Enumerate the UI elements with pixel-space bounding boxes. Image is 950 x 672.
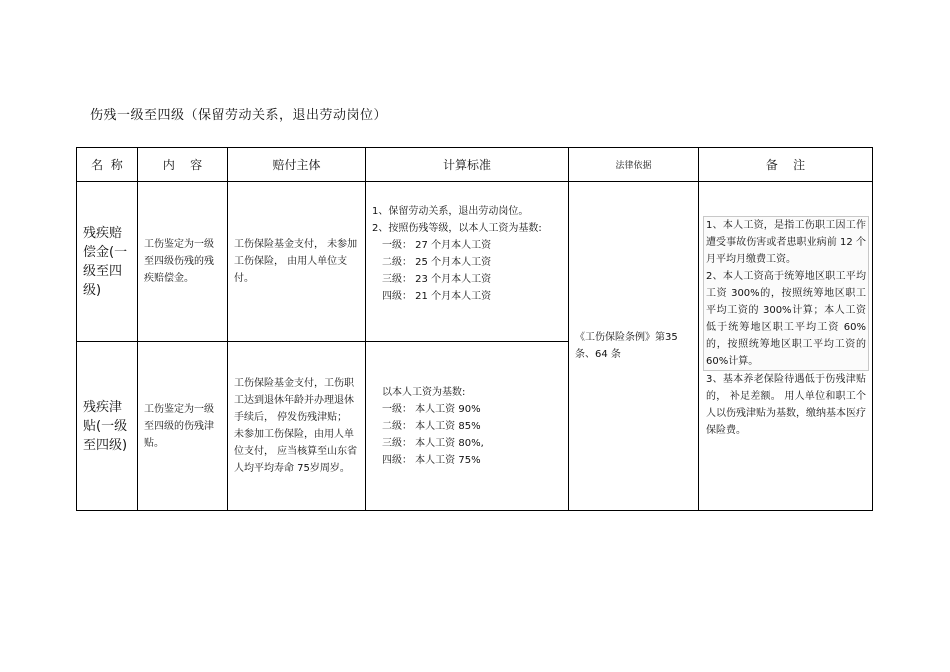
calc-item: 二级： 25 个月本人工资: [382, 257, 492, 268]
row-payer: 工伤保险基金支付， 未参加工伤保险， 由用人单位支付。: [228, 182, 366, 342]
note-item: 2、本人工资高于统筹地区职工平均工资 300%的，按照统筹地区职工平均工资的 300%计算；本人工资低于统筹地区职工平均工资 60%的，按照统筹地区职工平均工资的 60%计算。: [706, 271, 866, 367]
note-item: 3、基本养老保险待遇低于伤残津贴的， 补足差额。 用人单位和职工个人以伤残津贴为基数，缴纳基本医疗保险费。: [706, 374, 866, 436]
calc-item: 一级： 本人工资 90%: [382, 403, 481, 415]
table-header-row: [77, 148, 873, 182]
calc-line: 1、保留劳动关系，退出劳动岗位。: [372, 206, 529, 217]
page-title: 伤残一级至四级（保留劳动关系，退出劳动岗位）: [90, 108, 388, 123]
header-calc: 计算标准: [366, 148, 569, 182]
header-notes: 备 注: [699, 148, 873, 182]
row-name: 残疾赔偿金(一级至四级): [77, 182, 138, 342]
notes-box: [703, 216, 869, 371]
header-name: 名 称: [77, 148, 138, 182]
row-calc: [366, 182, 569, 342]
row-name: 残疾津贴(一级至四级): [77, 342, 138, 511]
row-payer: 工伤保险基金支付，工伤职工达到退休年龄并办理退休手续后， 停发伤残津贴； 未参加工伤保险，由用人单位支付， 应当核算至山东省人均平均寿命 75岁周岁。: [228, 342, 366, 511]
row-calc: [366, 342, 569, 511]
table-row: [77, 182, 873, 342]
calc-item: 一级： 27 个月本人工资: [382, 240, 492, 251]
law-basis: 《工伤保险条例》第35 条、64 条: [569, 182, 699, 511]
header-payer: 赔付主体: [228, 148, 366, 182]
calc-item: 二级： 本人工资 85%: [382, 420, 481, 432]
calc-line: 2、按照伤残等级，以本人工资为基数:: [372, 223, 542, 234]
compensation-table: [76, 147, 873, 511]
row-content: 工伤鉴定为一级至四级的伤残津贴。: [138, 342, 228, 511]
note-item: 1、本人工资，是指工伤职工因工作遭受事故伤害或者患职业病前 12 个月平均月缴费工资。: [706, 220, 866, 265]
header-content: 内 容: [138, 148, 228, 182]
row-content: 工伤鉴定为一级至四级伤残的残疾赔偿金。: [138, 182, 228, 342]
calc-item: 四级： 21 个月本人工资: [382, 291, 492, 302]
calc-line: 以本人工资为基数:: [382, 386, 466, 398]
notes-cell: [699, 182, 873, 511]
calc-item: 四级： 本人工资 75%: [382, 454, 481, 466]
calc-item: 三级： 本人工资 80%,: [382, 437, 484, 449]
header-law: 法律依据: [569, 148, 699, 182]
calc-item: 三级： 23 个月本人工资: [382, 274, 492, 285]
